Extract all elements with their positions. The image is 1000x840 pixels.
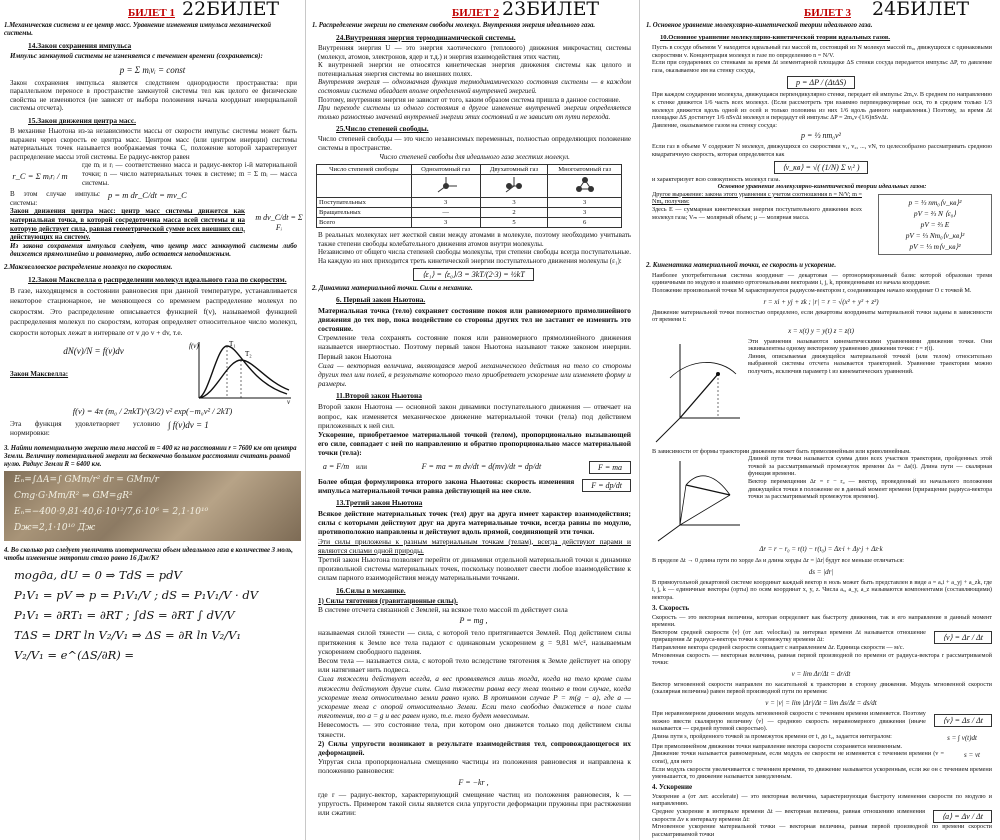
section-heading: 3. Скорость	[652, 603, 690, 612]
formula	[933, 810, 992, 823]
formula-row	[0, 420, 305, 437]
question-2: 2. Кинематика материальной точки, ее скорость и ускорение.	[646, 261, 837, 269]
paragraph: Ускорение, приобретаемое материальной точкой (телом), пропорционально вызывающей его силе, совпадает с ней по направлению и обратно пропорционально массе материальной точки (тела):	[318, 429, 631, 458]
table-cell: Вращательных	[317, 208, 412, 218]
paragraph: Всякое действие материальных точек (тел) друг на друга имеет характер взаимодействия; силы с которыми действуют друг на друга материальные точки, всегда равны по модулю, противоположно направлены и действуют вдоль прямой, соединяющей эти точки.	[318, 508, 631, 537]
radius-vector-r	[680, 495, 730, 525]
ticket-label: БИЛЕТ 2	[452, 7, 499, 19]
paragraph: Эта функция удовлетворяет условию нормировки:	[10, 418, 160, 437]
paragraph: В этом случае импульс системы:	[10, 190, 100, 207]
paragraph: Эти уравнения называются кинематическими уравнениями движения точки. Они эквивалентны одному векторному уравнению движения точки: r = r(t).	[748, 337, 992, 353]
ticket-big-number: 22БИЛЕТ	[182, 0, 280, 20]
table-header: Многоатомный газ	[548, 165, 622, 175]
formula	[308, 268, 639, 281]
formula-row	[642, 191, 1000, 258]
question-4: 4. Во сколько раз следует увеличить изотермически объем идеального газа в количестве 3 моль, чтобы изменение энтропии стало равно 16 Дж/К?	[4, 547, 293, 563]
ticket-label: БИЛЕТ 1	[128, 7, 175, 19]
formula: p = m dr_C/dt = mv_C	[108, 190, 187, 201]
graph-ylabel: f(v)	[189, 341, 199, 350]
table-header: Число степеней свободы	[317, 165, 412, 175]
formula: x = x(t) y = y(t) z = z(t)	[788, 326, 854, 335]
formula: ds = |dr|	[808, 567, 834, 576]
text: Закон движения центра масс: центр масс системы движется как материальная точка, в которой сосредоточена масса всей системы и на которую действует сила, равная геометрической сумме всех внешних сил, действующих на систему.	[10, 207, 245, 242]
paragraph	[10, 207, 245, 241]
radius-vector	[680, 374, 718, 418]
table-cell: 3	[548, 208, 622, 218]
formula-text: ⟨v⟩ = Δr / Δt	[934, 631, 992, 644]
table-header: Двухатомный газ	[480, 165, 548, 175]
formula-row	[316, 461, 631, 474]
formula: r = xi + yj + zk ; |r| = r = √(x² + y² + z²)	[763, 297, 879, 306]
section-heading: 12.Закон Максвелла о распределении молекул идеального газа по скоростям.	[28, 274, 287, 284]
paragraph: При каждом соударении молекула, движущаяся перпендикулярно стенке, передает ей импульс 2m₀v. В среднем по направлению к стенке движется 1/6 часть всех молекул. (Если рассмотреть три взаимно перпендикулярные оси, то в среднем только 1/3 молекул движется вдоль одной из осей и только половина из них 1/6 вдоль данного направления.) Поэтому, за время Δt площадке ΔS достигнут 1/6 nSvΔt молекул и передадут ей импульс ΔP = 2m₀v·(1/6)nSvΔt.	[652, 91, 992, 122]
formula-text: p = ΔP / (ΔtΔS)	[787, 76, 855, 89]
paragraph: Мгновенное ускорение материальной точки — векторная величина, равная первой производной по времени скорости рассматриваемой точки	[652, 823, 992, 838]
formula: f(v) = 4π (m₀ / 2πkT)^(3/2) v² exp(−m₀v² / 2kT)	[72, 405, 233, 416]
subheading: Основное уравнение молекулярно-кинетической теории идеальных газов:	[717, 183, 927, 191]
section-heading: 15.Закон движения центра масс.	[28, 115, 136, 125]
paragraph: В механике Ньютона из-за независимости массы от скорости импульс системы может быть выражен через скорость ее центра масс. Центром масс (или центром инерции) системы материальных точек называется воображаемая точка C, положение которой характеризует распределение массы этой системы. Ее радиус-вектор равен	[10, 126, 297, 161]
paragraph: Направление вектора средней скорости совпадает с направлением Δr. Единица скорости — м/с.	[652, 644, 905, 652]
formula: pV = ⅔ N ⟨ε₀⟩	[913, 208, 957, 218]
paragraph: Упругая сила пропорциональна смещению частицы из положения равновесия и направлена к положению равновесия:	[318, 757, 631, 776]
ticket-header-2	[308, 0, 639, 20]
table-cell: Поступательных	[317, 198, 412, 208]
paragraph: Закон Максвелла:	[10, 369, 69, 378]
paragraph: называемая силой тяжести — сила, с которой тело притягивается Землей. Под действием силы притяжения к Земле все тела падают с одинаковым ускорением g = 9,81 м/с², называемым ускорением свободного падения.	[318, 628, 631, 656]
paragraph: Сила — векторная величина, являющаяся мерой механического действия на тело со стороны других тел или полей, в результате которого тело приобретает ускорение или изменяет форму и размеры.	[318, 360, 631, 389]
x-axis	[656, 418, 680, 442]
table-row	[317, 198, 622, 208]
paragraph: Ускорение a (от лат. accelerate) — это векторная величина, характеризующая быстроту изменения скорости по модулю и направлению.	[652, 792, 992, 808]
formula-text: p = Σ mᵢvᵢ = const	[119, 64, 186, 75]
formula-row	[308, 477, 639, 495]
formula	[589, 461, 631, 474]
column-ticket-3	[642, 0, 1000, 840]
paragraph: Длина пути s, пройденного точкой за промежуток времени от t₁ до t₂, задается интегралом:	[652, 732, 892, 740]
table-cell: 5	[480, 218, 548, 228]
formula: r_C = Σ mᵢrᵢ / m	[12, 171, 68, 182]
section-heading: 14.Закон сохранения импульса	[28, 41, 132, 50]
formula	[642, 161, 1000, 174]
formula: v = |v| = lim |Δr|/Δt = lim Δs/Δt = ds/dt	[765, 699, 877, 707]
handwritten-solution-photo	[4, 471, 301, 541]
section-heading-text: 6. Первый закон Ньютона.	[336, 294, 426, 304]
paragraph: Импульс замкнутой системы не изменяется с течением времени (сохраняется):	[10, 52, 263, 60]
paragraph: Движение точки называется равномерным, если модуль ее скорости не изменяется с течением времени (v = const), для него	[652, 750, 944, 765]
paragraph: Мгновенная скорость — векторная величина, равная первой производной по времени от радиуса-вектора r рассматриваемой точки:	[652, 651, 992, 667]
paragraph: Материальная точка (тело) сохраняет состояние покоя или равномерного прямолинейного движения до тех пор, пока воздействие со стороны других тел не заставит ее изменить это состояние.	[318, 305, 631, 333]
text: Здесь E — суммарная кинетическая энергия поступательного движения всех молекул газа; Vₘ — молярный объем; μ — молярная масса.	[652, 205, 862, 221]
handwritten-line: Cmg·G·Mm/R² ⇒ GM=gR²	[14, 491, 133, 502]
graph-label-t2: T₂	[245, 349, 252, 358]
formula: s = vt	[964, 751, 980, 760]
figure-text	[744, 338, 1000, 376]
radius-vector-r0	[680, 485, 686, 525]
paragraph: В газе, находящемся в состоянии равновесия при данной температуре, устанавливается некоторое стационарное, не меняющееся со временем распределение молекул по скоростям. Это распределение описывается функцией f(v), называемой функцией распределения молекул по скоростям, которая определяет относительное число молекул, скорости которых лежат в интервале от v до v + dv, т.е.	[10, 285, 297, 337]
paragraph: В системе отсчета связанной с Землей, на всякое тело массой m действует сила	[318, 605, 568, 615]
maxwell-distribution-graph	[187, 338, 297, 404]
paragraph: Движение материальной точки полностью определено, если декартовы координаты материальной точки заданы в зависимости от времени t:	[652, 308, 992, 324]
formula: F = ma = m dv/dt = d(mv)/dt = dp/dt	[421, 462, 542, 472]
polyatomic-molecule-icon	[570, 176, 600, 194]
section-heading: 13.Третий закон Ньютона	[336, 497, 423, 507]
formula-row	[642, 808, 1000, 823]
figure-text	[744, 455, 1000, 501]
molecule-diagram-cell	[480, 175, 548, 198]
formula-row	[642, 733, 1000, 743]
table-cell	[317, 175, 412, 198]
monoatomic-molecule-icon	[431, 176, 461, 194]
formula: P = mg ,	[459, 616, 488, 626]
section-heading	[336, 295, 633, 304]
table-cell: 6	[548, 218, 622, 228]
formula	[642, 76, 1000, 89]
paragraph: Весом тела — называется сила, с которой тело вследствие тяготения к Земле действует на опору или натягивает нить подвеса.	[318, 655, 631, 675]
paragraph: При переходе системы из одного состояния в другое изменение внутренней энергии определяется только разностью значений внутренней энергии этих состояний и не зависит от пути перехода.	[318, 104, 631, 121]
question-1: 1. Распределение энергии по степеням свободы молекул. Внутренняя энергия идеального газа.	[312, 22, 596, 29]
paragraph: Положение произвольной точки M характеризуется радиусом-вектором r, соединяющим начало координат O с точкой M.	[652, 286, 972, 294]
paragraph: При неравномерном движении модуль мгновенной скорости с течением времени изменяется. Поэтому можно ввести скалярную величину ⟨v⟩ — среднюю скорость неравномерного движения (иначе называется — средней путевой скоростью).	[652, 710, 926, 733]
formula: pV = ⅓ m⟨v_кв⟩²	[909, 241, 961, 251]
handwritten-line: Dж=2,1·10¹⁰ Дж	[14, 523, 96, 534]
text: Другое выражение: закона этого уравнения с учетом соотношения n = N/V; m = Nm₀ получим:	[652, 190, 862, 206]
paragraph: Внутренняя энергия U — это энергия хаотического (теплового) движения микрочастиц системы (молекул, атомов, электронов, ядер и т.д.) и энергия взаимодействия этих частиц.	[318, 44, 631, 61]
formula: a = F/m	[322, 462, 350, 472]
paragraph: Закон сохранения импульса является следствием однородности пространства: при параллельном переносе в пространстве замкнутой системы тел как целого ее физические свойства не изменяются (не зависят от выбора положения начала координат инерциальной системы отсчета).	[10, 78, 297, 113]
table-cell: 3	[411, 218, 480, 228]
graph-label-t1: T₁	[229, 339, 236, 348]
diatomic-molecule-icon	[499, 176, 529, 194]
table-cell: 3	[480, 198, 548, 208]
figure-row	[642, 455, 1000, 543]
formula	[0, 65, 305, 75]
paragraph: Число степеней свободы — это число независимых переменных, полностью определяющих положение системы в пространстве.	[318, 135, 631, 152]
paragraph: В реальных молекулах нет жесткой связи между атомами в молекуле, поэтому необходимо учитывать также степени свободы колебательного движения атомов внутри молекулы.	[318, 231, 631, 248]
paragraph: Вектор перемещения Δr = r − r₀ — вектор, проведенный из начального положения движущейся точки в положение ее в данный момент времени (приращение радиуса-вектора точки за рассматриваемый промежуток времени).	[748, 478, 992, 501]
question-1: 1. Основное уравнение молекулярно-кинетической теории идеального газа.	[646, 22, 873, 29]
section-heading: 16.Силы в механике.	[336, 585, 406, 595]
formula-row	[0, 190, 305, 207]
formula	[934, 631, 992, 644]
formula: s = ∫ v(t)dt	[947, 733, 977, 742]
formula: dN(v)/N = f(v)dv	[63, 345, 124, 356]
table-caption: Число степеней свободы для идеального газа жестких молекул.	[379, 152, 570, 161]
paragraph: Сила тяжести действует всегда, а вес проявляется лишь тогда, когда на тело кроме силы тяжести действуют другие силы. Сила тяжести равна весу тела только в том случае, когда ускорение тела относительно земли равно нулю. В противном случае P = m(g − a), где a — ускорение тела с опорой относительно Земли. Если тело свободно движется в поле силы тяготения, то a = g и вес равен нулю, т.е. тело будет невесомым.	[318, 674, 631, 721]
table-header-row	[317, 165, 622, 175]
paragraph: Второй закон Ньютона — основной закон динамики поступательного движения — отвечает на вопрос, как изменяется механическое движение материальной точки (тела) под действием приложенных к ней сил.	[318, 402, 631, 430]
paragraph: Вектор мгновенной скорости направлен по касательной к траектории в сторону движения. Модуль мгновенной скорости (скалярная величина) равен первой производной пути по времени:	[652, 680, 992, 696]
molecule-diagram-cell	[411, 175, 480, 198]
handwritten-line: mogда, dU = 0 ⇒ TdS = pdV	[14, 568, 182, 583]
paragraph: Если при соударениях со стенками за время Δt элементарной площадке ΔS стенки сосуда передается импульс ΔP, то давление газа, оказываемое им на стенку сосуда,	[652, 59, 992, 74]
paragraph: Скорость — это векторная величина, которая определяет как быстроту движения, так и его направление в данный момент времени.	[652, 613, 992, 629]
x-axis	[658, 525, 680, 541]
paragraph: Если модуль скорости увеличивается с течением времени, то движение называется ускоренным, если же он с течением времени уменьшается, то движение называется замедленным.	[652, 765, 992, 781]
formula-row	[0, 161, 305, 187]
paragraph: Наиболее употребительная система координат — декартовая — ортонормированный базис которой образован тремя единичными по модулю и взаимно ортогональными векторами i, j, k, проведенными из начала координат.	[652, 271, 992, 287]
formula-row	[642, 750, 1000, 765]
text: Из закона сохранения импульса следует, что центр масс замкнутой системы либо движется прямолинейно и равномерно, либо остается неподвижным.	[10, 241, 297, 259]
paragraph: К внутренней энергии не относятся кинетическая энергия движения системы как целого и потенциальная энергия системы во внешних полях.	[318, 61, 631, 78]
formula-text: ⟨ε₁⟩ = ⟨ε₀⟩/3 = 3kT/(2·3) = ½kT	[413, 268, 533, 281]
section-heading: 25.Число степеней свободы.	[336, 124, 429, 134]
figure-row	[642, 338, 1000, 448]
paragraph: Стремление тела сохранять состояние покоя или равномерного прямолинейного движения называется инертностью. Поэтому первый закон Ньютона называют также законом инерции. Первый закон Ньютона	[318, 333, 631, 361]
handwritten-line: P₁V₁ = pV ⇒ p = P₁V₁/V ; dS = P₁V₁/V · dV	[14, 588, 259, 603]
table-row	[317, 218, 622, 228]
paragraph: и характеризует всю совокупность молекул газа.	[652, 175, 781, 183]
paragraph: В зависимости от формы траектории движение может быть прямолинейным или криволинейным.	[652, 447, 911, 455]
ticket-big-number: 23БИЛЕТ	[502, 0, 600, 20]
table-row	[317, 175, 622, 198]
graph-left	[0, 338, 187, 379]
paragraph: Вектором средней скорости ⟨v⟩ (от лат. velocitas) за интервал времени Δt называется отношение приращения Δr радиуса-вектора точки к промежутку времени Δt:	[652, 628, 926, 644]
paragraph: Более общая формулировка второго закона Ньютона: скорость изменения импульса материальной точки равна действующей на нее силе.	[318, 476, 575, 495]
paragraph: где r — радиус-вектор, характеризующий смещение частиц из положения равновесия, k — упругость. Примером такой силы является сила упругости деформации пружины при растяжении или сжатии:	[318, 789, 631, 818]
formula-row	[0, 207, 305, 241]
handwritten-line: V₂/V₁ = e^(ΔS/∂R) =	[14, 648, 135, 663]
paragraph: Длиной пути точки называется сумма длин всех участков траектории, пройденных этой точкой за рассматриваемый промежуток времени Δs = Δs(t). Длина пути — скалярная функция времени.	[748, 455, 992, 478]
formula: pV = ⅓ Nm₀⟨v_кв⟩²	[905, 230, 965, 240]
section-heading: 10.Основное уравнение молекулярно-кинетической теории идеальных газов.	[660, 34, 891, 41]
graph-xlabel: v	[287, 397, 291, 404]
table-cell: 3	[411, 198, 480, 208]
paragraph: Независимо от общего числа степеней свободы молекулы, три степени свободы всегда поступательные. На каждую из них приходится треть кинетической энергии поступательного движения молекулы (ε₁):	[318, 248, 631, 265]
paragraph	[652, 191, 862, 221]
column-ticket-2	[308, 0, 640, 840]
column-ticket-1	[0, 0, 306, 840]
formula-text: F = ma	[589, 461, 631, 474]
formula	[582, 479, 631, 492]
formula-text: ⟨a⟩ = Δv / Δt	[933, 810, 992, 823]
graph-row	[0, 338, 305, 404]
paragraph: Давление, оказываемое газом на стенку сосуда:	[652, 121, 777, 129]
formula: Δr = r − r₀ = r(t) − r(t₀) = Δx·i + Δy·j + Δz·k	[759, 546, 883, 554]
handwritten-line: TΔS = DRT ln V₂/V₁ ⇒ ΔS = ∂R ln V₂/V₁	[14, 628, 242, 643]
section-heading: 24.Внутренняя энергия термодинамической системы.	[336, 33, 516, 42]
paragraph: Поэтому, внутренняя энергия не зависит от того, каким образом система пришла в данное состояние.	[318, 95, 621, 104]
formula: F = −kr ,	[458, 777, 489, 787]
question-2: 2.Максвелловское распределение молекул по скоростям.	[4, 263, 173, 271]
formula-row	[642, 710, 1000, 733]
ticket-label: БИЛЕТ 3	[804, 7, 851, 19]
section-heading: 4. Ускорение	[652, 782, 693, 791]
paragraph: При прямолинейном движении точки направление вектора скорости сохраняется неизменным.	[652, 742, 903, 750]
question-2: 2. Динамика материальной точки. Силы в механике.	[312, 284, 473, 292]
paragraph: Если газ в объеме V содержит N молекул, движущихся со скоростями v₁, v₂, ..., vN, то целесообразно рассматривать среднюю квадратичную скорость, которая определяется как	[652, 143, 992, 158]
paragraph: В пределе Δt → 0 длина пути по хорде Δs и длина хорды Δr = |Δr| будут все меньше отличаться:	[652, 557, 905, 565]
ticket-header-3	[642, 0, 1000, 20]
section-heading: 11.Второй закон Ньютона	[336, 391, 422, 401]
formula	[934, 714, 992, 727]
formula-text: ⟨v_кв⟩ = √( (1/N) Σ vᵢ² )	[774, 161, 869, 174]
question-1: 1.Механическая система и ее центр масс. Уравнение изменения импульса механической системы.	[4, 22, 272, 37]
paragraph: где mᵢ и rᵢ — соответственно масса и радиус-вектор i-й материальной точки; n — число материальных точек в системе; m = Σ mᵢ — масса системы.	[82, 161, 297, 187]
table-cell: —	[411, 208, 480, 218]
table-header: Одноатомный газ	[411, 165, 480, 175]
subheading: 2) Силы упругости возникают в результате взаимодействия тел, сопровождающегося их деформацией.	[318, 738, 631, 758]
degrees-of-freedom-table	[316, 164, 622, 228]
coordinate-system-diagram	[650, 338, 744, 448]
ticket-header-1	[0, 0, 305, 20]
paragraph	[10, 242, 297, 259]
subheading: 1) Силы тяготения (гравитационные силы).	[318, 596, 458, 605]
table-cell: Всего	[317, 218, 412, 228]
paragraph: Третий закон Ньютона позволяет перейти от динамики отдельной материальной точки к динамике произвольной системы материальных точек, поскольку позволяет свести любое взаимодействие к силам парного взаимодействия между материальными точками.	[318, 554, 631, 583]
question-3: 3. Найти потенциальную энергию тела массой m = 400 кг на расстоянии r = 7600 км от центра Земли. Величину потенциальной энергии на бесконечно большом расстоянии считать равной нулю. Радиус Земли R = 6400 км.	[4, 445, 297, 469]
formula-text: ⟨v⟩ = Δs / Δt	[934, 714, 992, 727]
paragraph: В прямоугольной декартовой системе координат каждый вектор в ноль может быть представлен в виде a = aₓi + a_yj + a_zk, где i, j, k — единичные векторы (орты) по осям координат x, y, z. Числа aₓ, a_y, a_z называются компонентами (составляющими) вектора.	[652, 578, 992, 602]
formula-text: F = dp/dt	[582, 479, 631, 492]
paragraph: Невесомость — это состояние тела, при котором оно движется только под действием силы тяжести.	[318, 720, 631, 739]
paragraph: Внутренняя энергия — однозначная функция термодинамического состояния системы — в каждом состоянии система обладает вполне определенной внутренней энергией.	[318, 78, 631, 95]
paragraph: Среднее ускорение в интервале времени Δt — векторная величина, равная отношению изменения скорости Δv к интервалу времени Δt:	[652, 807, 925, 823]
handwritten-line: P₁V₁ = ∂RT₁ = ∂RT ; ∫dS = ∂RT ∫ dV/V	[14, 608, 235, 623]
table-cell: 3	[548, 198, 622, 208]
formula: p = ⅓ nm₀v²	[801, 131, 841, 141]
formula: pV = ⅔ E	[920, 219, 950, 229]
paragraph: Линия, описываемая движущейся материальной точкой (или телом) относительно выбранной системы отсчета называется траекторией. Уравнение траектории можно получить, исключив параметр t из кинематических уравнений.	[748, 352, 992, 376]
paragraph: Эти силы приложены к разным материальным точкам (телам), всегда действуют парами и являются силами одной природы.	[318, 536, 631, 555]
formula: p = ⅓ nm₀⟨v_кв⟩²	[908, 197, 962, 207]
curve-t2	[199, 360, 289, 398]
trajectory	[686, 476, 730, 495]
formula: m dv_C/dt = Σ Fᵢ	[255, 213, 303, 233]
formula: v = lim Δr/Δt = dr/dt	[791, 669, 851, 678]
handwritten-line: Eₙ=∫ΔA=∫ GMm/r² dr = GMm/r	[14, 475, 159, 486]
paragraph: Пусть в сосуде объемом V находится идеальный газ массой m, состоящий из N молекул массой m₀, движущихся с одинаковыми скоростями v. Концентрация молекул в газе по определению n = N/V.	[652, 44, 992, 59]
handwritten-line: Eₙ=−400·9,81·40,6·10¹²/7,6·10⁶ = 2,1·10¹⁰	[14, 507, 209, 518]
table-row	[317, 208, 622, 218]
ticket-big-number: 24БИЛЕТ	[872, 0, 970, 20]
formula-box	[878, 194, 992, 255]
molecule-diagram-cell	[548, 175, 622, 198]
table-cell: 2	[480, 208, 548, 218]
formula: ∫ f(v)dv = 1	[168, 419, 209, 430]
formula-connector: или	[356, 462, 367, 471]
formula-row	[642, 629, 1000, 644]
displacement-vector-diagram	[650, 455, 744, 543]
